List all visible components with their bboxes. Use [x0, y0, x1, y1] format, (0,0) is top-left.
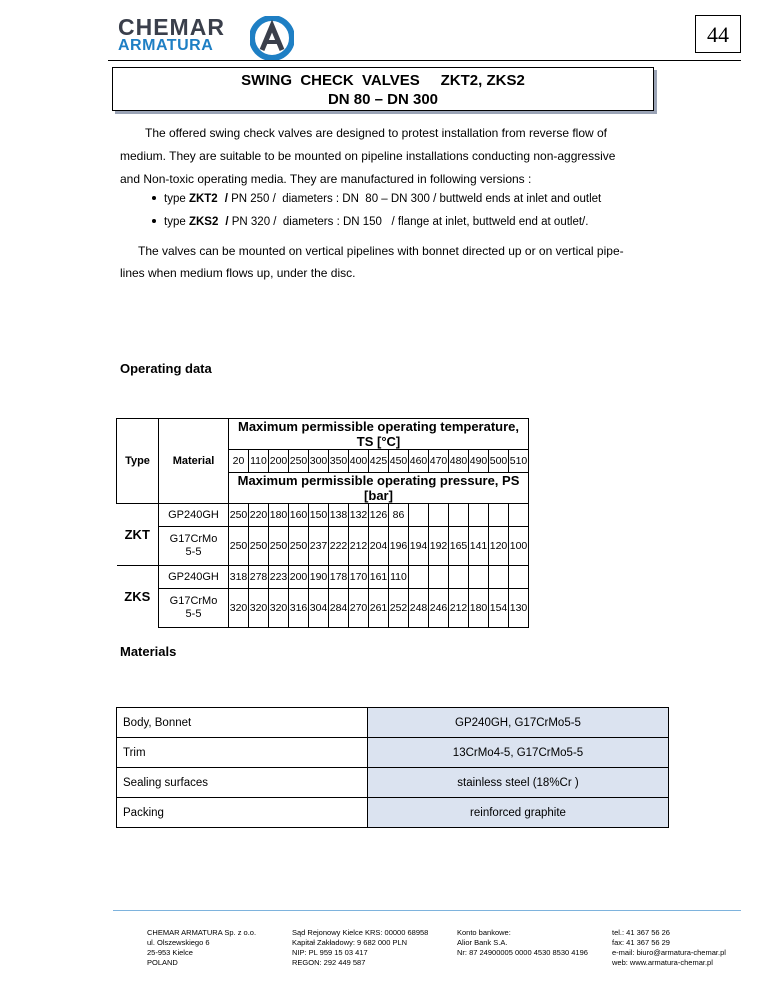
- pressure-cell: 278: [249, 566, 269, 589]
- pressure-cell: 220: [249, 504, 269, 527]
- intro-line3: and Non-toxic operating media. They are manufactured in following versions :: [120, 172, 532, 186]
- pressure-cell: 200: [289, 566, 309, 589]
- slash: /: [224, 193, 228, 205]
- pressure-cell: 160: [289, 504, 309, 527]
- pressure-cell: 194: [409, 527, 429, 566]
- temperature-header: Maximum permissible operating temperature, TS [°C]: [229, 419, 529, 450]
- pressure-cell: 250: [229, 527, 249, 566]
- version-zks2: [152, 214, 588, 230]
- temperature-cell: 510: [509, 450, 529, 473]
- pressure-cell: 154: [489, 589, 509, 628]
- temperature-cell: 460: [409, 450, 429, 473]
- pressure-cell: 110: [389, 566, 409, 589]
- zks-gp240gh-row: [117, 566, 529, 589]
- title-line2: DN 80 – DN 300: [327, 91, 439, 108]
- pressure-cell: 170: [349, 566, 369, 589]
- materials-row: [117, 708, 669, 738]
- pressure-cell: 138: [329, 504, 349, 527]
- material-g17crmo-l1: G17CrMo: [169, 533, 218, 545]
- part-cell: Trim: [117, 738, 368, 768]
- materials-row: [117, 738, 669, 768]
- footer-line: Sąd Rejonowy Kielce KRS: 00000 68958: [292, 928, 429, 937]
- temperature-cell: 470: [429, 450, 449, 473]
- material-cell: 13CrMo4-5, G17CrMo5-5: [368, 738, 669, 768]
- mounting-line1: The valves can be mounted on vertical pipelines with bonnet directed up or on vertical pipe-: [138, 244, 624, 258]
- bullet-icon: [152, 196, 156, 200]
- pressure-cell: 250: [289, 527, 309, 566]
- intro-line1: The offered swing check valves are designed to protest installation from reverse flow of: [145, 126, 608, 140]
- pressure-cell: 320: [229, 589, 249, 628]
- logo-chemar: CHEMAR: [118, 14, 225, 40]
- pressure-cell: [429, 566, 449, 589]
- footer-line: web: www.armatura-chemar.pl: [612, 958, 713, 967]
- temperature-cell: 480: [449, 450, 469, 473]
- pressure-cell: 304: [309, 589, 329, 628]
- footer-line: Alior Bank S.A.: [457, 938, 508, 947]
- footer-line: Nr: 87 24900005 0000 4530 8530 4196: [457, 948, 588, 957]
- version-zkt2: [152, 191, 601, 207]
- part-cell: Body, Bonnet: [117, 708, 368, 738]
- pressure-cell: 261: [369, 589, 389, 628]
- footer-line: ul. Olszewskiego 6: [147, 938, 210, 947]
- pressure-cell: 250: [269, 527, 289, 566]
- footer-address: [147, 928, 256, 968]
- pressure-cell: 178: [329, 566, 349, 589]
- company-logo-icon: [250, 16, 294, 60]
- footer-line: NIP: PL 959 15 03 417: [292, 948, 368, 957]
- footer-contact: [612, 928, 726, 968]
- pressure-cell: [429, 504, 449, 527]
- footer-line: 25-953 Kielce: [147, 948, 193, 957]
- materials-table: [116, 707, 669, 828]
- footer-registry: [292, 928, 428, 968]
- pressure-cell: 196: [389, 527, 409, 566]
- operating-data-table: [116, 418, 529, 628]
- pressure-cell: 222: [329, 527, 349, 566]
- materials-row: [117, 768, 669, 798]
- material-g17crmo-l2: 5-5: [185, 608, 202, 620]
- footer-divider: [113, 910, 741, 911]
- slash: /: [225, 216, 229, 228]
- temperature-cell: 300: [309, 450, 329, 473]
- pressure-cell: 252: [389, 589, 409, 628]
- material-cell: stainless steel (18%Cr ): [368, 768, 669, 798]
- footer-bank: [457, 928, 588, 958]
- pressure-cell: 250: [229, 504, 249, 527]
- logo-armatura: ARMATURA: [118, 37, 214, 54]
- pressure-cell: 237: [309, 527, 329, 566]
- operating-data-heading: Operating data: [120, 361, 212, 376]
- model-zkt2: ZKT2: [188, 193, 218, 205]
- temperature-cell: 200: [269, 450, 289, 473]
- bullet-detail: PN 320 / diameters : DN 150 / flange at inlet, buttweld end at outlet/.: [228, 216, 589, 228]
- material-cell: reinforced graphite: [368, 798, 669, 828]
- pressure-header: Maximum permissible operating pressure, PS [bar]: [229, 473, 529, 504]
- header-divider: [108, 60, 741, 61]
- type-header: Type: [117, 419, 159, 504]
- temperature-cell: 250: [289, 450, 309, 473]
- pressure-cell: [469, 504, 489, 527]
- pressure-cell: 270: [349, 589, 369, 628]
- pressure-cell: 180: [269, 504, 289, 527]
- pressure-cell: 204: [369, 527, 389, 566]
- footer-line: fax: 41 367 56 29: [612, 938, 670, 947]
- material-header: Material: [159, 419, 229, 504]
- material-gp240gh: GP240GH: [159, 566, 229, 589]
- pressure-cell: [509, 566, 529, 589]
- materials-heading: Materials: [120, 644, 177, 659]
- title-box: [112, 67, 654, 111]
- materials-row: [117, 798, 669, 828]
- material-gp240gh: GP240GH: [159, 504, 229, 527]
- pressure-cell: 320: [249, 589, 269, 628]
- zks-g17crmo-row: [117, 589, 529, 628]
- pressure-cell: [489, 504, 509, 527]
- pressure-cell: 161: [369, 566, 389, 589]
- pressure-cell: 316: [289, 589, 309, 628]
- temperature-cell: 350: [329, 450, 349, 473]
- zkt-gp240gh-row: [117, 504, 529, 527]
- bullet-icon: [152, 219, 156, 223]
- pressure-cell: 100: [509, 527, 529, 566]
- pressure-cell: 320: [269, 589, 289, 628]
- pressure-cell: 318: [229, 566, 249, 589]
- pressure-cell: 150: [309, 504, 329, 527]
- pressure-cell: [509, 504, 529, 527]
- mounting-line2: lines when medium flows up, under the disc.: [120, 266, 356, 280]
- page-number: 44: [695, 15, 741, 53]
- pressure-cell: [449, 566, 469, 589]
- temperature-cell: 425: [369, 450, 389, 473]
- temperature-cell: 400: [349, 450, 369, 473]
- pressure-cell: [449, 504, 469, 527]
- footer-line: Kapitał Zakładowy: 9 682 000 PLN: [292, 938, 408, 947]
- zkt-g17crmo-row: [117, 527, 529, 566]
- pressure-cell: 248: [409, 589, 429, 628]
- type-zkt: ZKT: [117, 504, 159, 566]
- pressure-cell: 284: [329, 589, 349, 628]
- pressure-cell: 246: [429, 589, 449, 628]
- pressure-cell: 132: [349, 504, 369, 527]
- pressure-cell: 212: [349, 527, 369, 566]
- pressure-cell: 126: [369, 504, 389, 527]
- model-zks2: ZKS2: [188, 216, 219, 228]
- temperature-cell: 450: [389, 450, 409, 473]
- footer-line: Konto bankowe:: [457, 928, 511, 937]
- footer-line: CHEMAR ARMATURA Sp. z o.o.: [147, 928, 257, 937]
- pressure-cell: 250: [249, 527, 269, 566]
- footer-line: REGON: 292 449 587: [292, 958, 366, 967]
- bullet-prefix: type: [164, 216, 189, 228]
- bullet-prefix: type: [164, 193, 189, 205]
- footer-line: POLAND: [147, 958, 178, 967]
- intro-line2: medium. They are suitable to be mounted on pipeline installations conducting non-aggressive: [120, 149, 616, 163]
- pressure-cell: 141: [469, 527, 489, 566]
- footer-line: tel.: 41 367 56 26: [612, 928, 670, 937]
- pressure-cell: 165: [449, 527, 469, 566]
- pressure-cell: [489, 566, 509, 589]
- material-cell: GP240GH, G17CrMo5-5: [368, 708, 669, 738]
- material-g17crmo: [159, 527, 229, 566]
- part-cell: Packing: [117, 798, 368, 828]
- part-cell: Sealing surfaces: [117, 768, 368, 798]
- material-g17crmo-l2: 5-5: [185, 546, 202, 558]
- temperature-cell: 20: [229, 450, 249, 473]
- pressure-cell: [409, 504, 429, 527]
- pressure-cell: 223: [269, 566, 289, 589]
- pressure-cell: 86: [389, 504, 409, 527]
- pressure-cell: 190: [309, 566, 329, 589]
- bullet-detail: PN 250 / diameters : DN 80 – DN 300 / buttweld ends at inlet and outlet: [227, 193, 602, 205]
- temperature-cell: 500: [489, 450, 509, 473]
- pressure-cell: [469, 566, 489, 589]
- pressure-cell: 120: [489, 527, 509, 566]
- material-g17crmo: [159, 589, 229, 628]
- footer-line: e-mail: biuro@armatura-chemar.pl: [612, 948, 726, 957]
- pressure-cell: 130: [509, 589, 529, 628]
- pressure-cell: 192: [429, 527, 449, 566]
- pressure-cell: [409, 566, 429, 589]
- temperature-cell: 110: [249, 450, 269, 473]
- temperature-cell: 490: [469, 450, 489, 473]
- type-zks: ZKS: [117, 566, 159, 628]
- pressure-cell: 212: [449, 589, 469, 628]
- pressure-cell: 180: [469, 589, 489, 628]
- title-line1: SWING CHECK VALVES ZKT2, ZKS2: [241, 72, 525, 89]
- material-g17crmo-l1: G17CrMo: [169, 595, 218, 607]
